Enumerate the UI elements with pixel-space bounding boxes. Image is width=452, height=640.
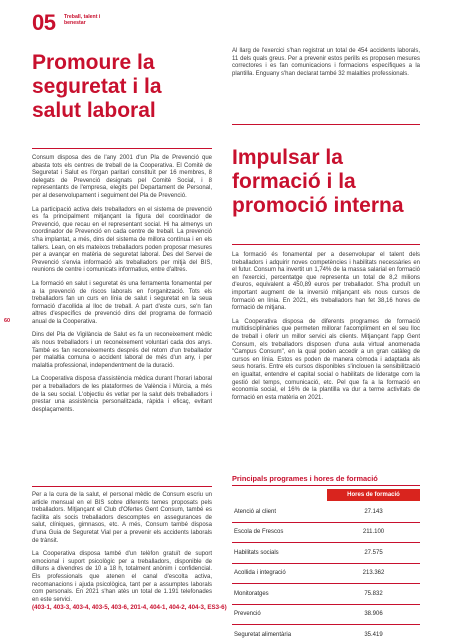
right-intro-paragraph: Al llarg de l'exercici s'han registrat un total de 454 accidents laborals, 11 dels quals greus. Per a prevenir estos perills es proposen mesures correctores i es fan comunicacions i formacions específiques a la plantilla. Enguany s'han declarat també 32 malalties professionals. — [232, 48, 420, 77]
table-program-cell: Atenció al client — [234, 508, 277, 515]
left-mid-divider — [32, 486, 212, 487]
left-paragraph-5: La Cooperativa disposa d'assistència mèdica durant l'horari laboral per a treballadors de les plataformes de València i Múrcia, a més de la seu social. L'objectiu és vetlar per la salut dels treballadors i prestar una assistència personalitzada, ràpida i eficaç, evitant desplaçaments. — [32, 376, 212, 413]
right-top-divider — [232, 124, 420, 125]
section-number: 05 — [32, 10, 56, 35]
table-program-cell: Prevenció — [234, 611, 261, 618]
table-hours-cell: 211.100 — [362, 529, 385, 536]
table-row — [232, 543, 420, 564]
right-text-column — [232, 252, 420, 408]
left-paragraph-6: Per a la cura de la salut, el personal mèdic de Consum escriu un article mensual en el BIS sobre diferents temes proposats pels treballadors. Mitjançant el Club d'Ofertes Gent Consum, també es facilita als socis treballadors descomptes en assegurances de salut, clíniques, gimnasos, etc. A més, Consum també disposa d'una Guia de Seguretat Vial per a prevenir els accidents laborals de trànsit. — [32, 492, 212, 544]
table-program-cell: Escola de Frescos — [234, 529, 284, 536]
left-paragraph-3: La formació en salut i seguretat és una ferramenta fonamental per a la prevenció de riscos laborals en l'organització. Tots els treballadors fan un curs en línia de salut i seguretat en la seua formació d'acollida al lloc de treball. A part d'este curs, se'n fan altres d'específics de prevenció dins del programa de formació anual de la Cooperativa. — [32, 280, 212, 325]
table-row — [232, 605, 420, 626]
right-section-title: Impulsar la formació i la promoció interna — [232, 146, 404, 217]
left-text-column-lower — [32, 492, 212, 610]
table-hours-cell: 38.906 — [364, 611, 383, 618]
left-title-divider — [32, 148, 212, 149]
training-table — [232, 489, 420, 640]
left-section-title: Promoure la seguretat i la salut laboral — [32, 51, 162, 122]
table-hours-cell: 213.362 — [362, 570, 385, 577]
table-hours-cell: 27.143 — [364, 508, 383, 515]
left-paragraph-1: Consum disposa des de l'any 2001 d'un Pla de Prevenció que abasta tots els centres de treball de la Cooperativa. El Comitè de Seguretat i Salut es l'òrgan paritari constituït per 16 membres, 8 delegats de Prevenció designats pel Comitè Social, i 8 representants de l'empresa, elegits pel Departament de Personal, per al desenvolupament i seguiment del Pla de Prevenció. — [32, 155, 212, 199]
right-title-divider — [232, 244, 420, 245]
table-hours-cell: 35.419 — [364, 631, 383, 638]
table-program-cell: Seguretat alimentària — [234, 631, 292, 638]
training-table-title: Principals programes i hores de formació — [232, 474, 378, 483]
table-header-row — [232, 489, 420, 502]
right-paragraph-2: La Cooperativa disposa de diferents programes de formació multidisciplinàries que permeten millorar l'acompliment en el seu lloc de treball i oferir un millor servici als clients. Mitjançant l'app Gent Consum, els treballadors disposen d'una aula virtual anomenada "Campus Consum", en la qual poden accedir a un gran catàleg de cursos en línia. Estos es poden de manera còmoda i adaptada als seus horaris. Entre els cursos disponibles s'inclouen la sensibilització en igualtat, entendre el capital social o habilitats de lideratge com la gestió del temps, comunicació, etc. Pel que fa a la formació en economia social, el 16% de la plantilla va dur a terme activitats de formació en esta matèria en 2021. — [232, 318, 420, 401]
table-row — [232, 625, 420, 640]
table-hours-cell: 27.575 — [364, 549, 383, 556]
table-program-cell: Habilitats socials — [234, 549, 279, 556]
left-text-column — [32, 155, 212, 420]
table-program-cell: Acollida i integració — [234, 570, 286, 577]
left-paragraph-2: La participació activa dels treballadors en el sistema de prevenció es fa principalment mitjançant la figura del coordinador de Prevenció, que recau en el representant social. Hi ha almenys un coordinador de Prevenció en cada centre de treball. La prevenció s'ha implantat, a més, dins del sistema de millora contínua i en els tallers. Lean, on els mateixos treballadors poden proposar mesures per a avançar en matèria de seguretat laboral. Des del Servei de Prevenció s'envia informació als treballadors per mitjà del BIS, reunions de centre i comunicats informatius, entre d'altres. — [32, 206, 212, 274]
table-row — [232, 584, 420, 605]
table-header-hours: Hores de formació — [327, 489, 420, 501]
table-program-cell: Monitoratges — [234, 590, 269, 597]
table-hours-cell: 75.832 — [364, 590, 383, 597]
section-label: Treball, talent i benestar — [64, 14, 101, 26]
left-paragraph-7: La Cooperativa disposa també d'un telèfon gratuït de suport emocional i suport psicològic per a treballadors, disponible de dilluns a divendres de 10 a 18 h, totalment anònim i confidencial. Els professionals que atenen el canal d'escolta activa, recomanacions i ajuda psicològica, tant per a assumptes laborals com personals. En 2021 s'han atès un total de 1.191 telefonades en este servici. — [32, 551, 212, 603]
left-paragraph-4: Dins del Pla de Vigilància de Salut es fa un reconeixement mèdic als nous treballadors i un reconeixement voluntari cada dos anys. També es fan reconeixements després del retorn d'un treballador per malaltia comuna o accident laboral de més d'un any, i per malaltia professional, independentment de la duració. — [32, 332, 212, 369]
right-intro-text — [232, 48, 420, 84]
table-row — [232, 564, 420, 585]
right-paragraph-1: La formació és fonamental per a desenvolupar el talent dels treballadors i adquirir noves competències i habilitats necessàries en el futur. Consum ha invertit un 1,74% de la massa salarial en formació en l'exercici, percentatge que representa un total de 8,2 milions d'euros, equivalent a 450,89 euros per treballador. S'ha produït un important augment de la inversió mitjançant els nous cursos de formació en línia. En 2021, els treballadors han fet 38,16 hores de formació de mitjana. — [232, 252, 420, 312]
table-row — [232, 502, 420, 523]
table-row — [232, 523, 420, 544]
table-title-divider — [232, 485, 420, 486]
gri-codes-footer: (403-1, 403-3, 403-4, 403-5, 403-6, 201-4, 404-1, 404-2, 404-3, ES3-6) — [32, 604, 227, 611]
table-header-blank — [232, 489, 327, 501]
page-number: 60 — [4, 318, 11, 324]
